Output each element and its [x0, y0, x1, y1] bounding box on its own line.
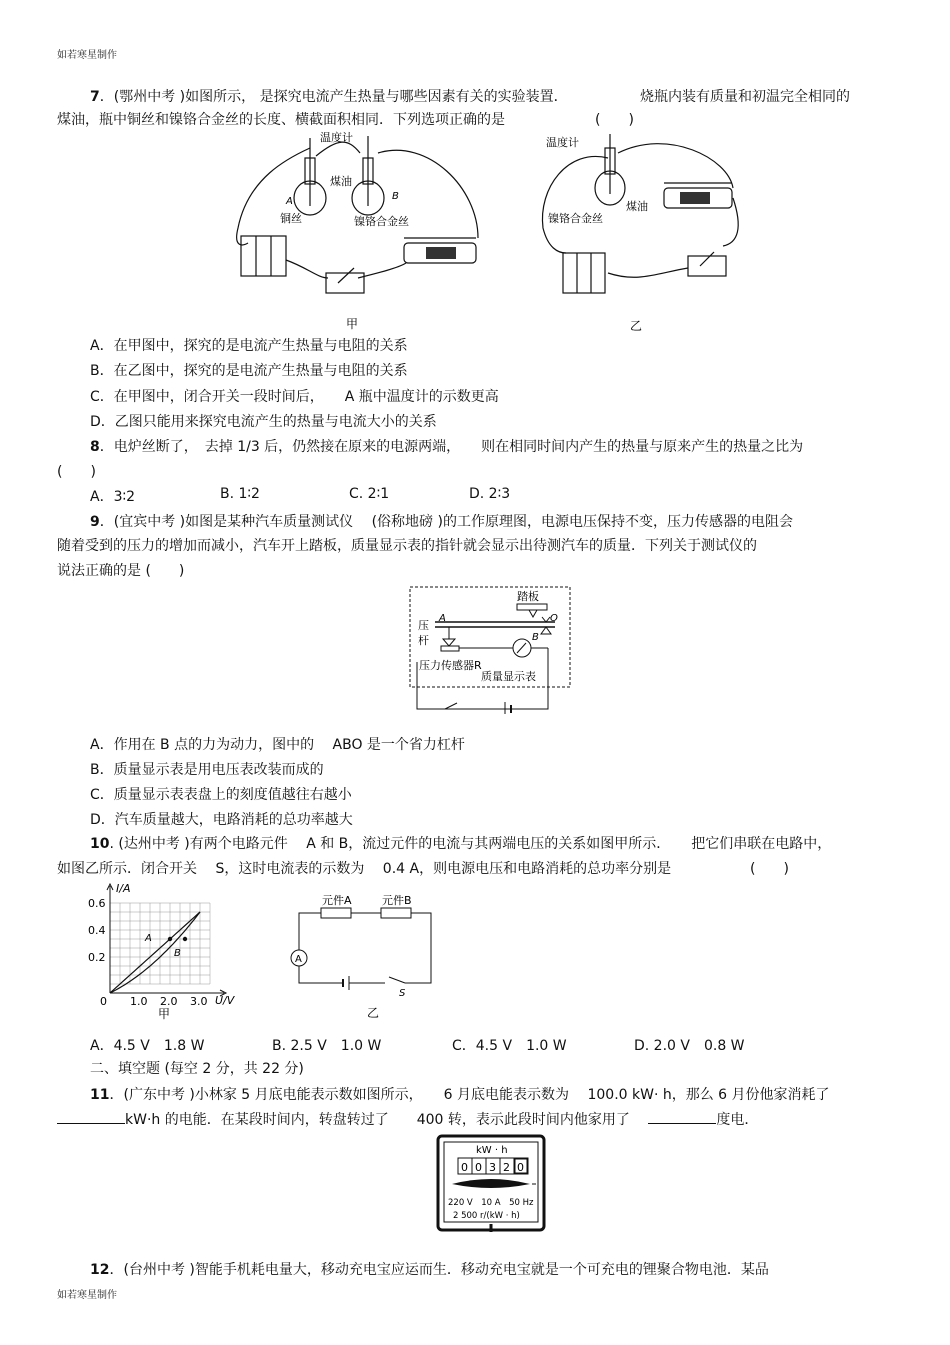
q11-line2: kW·h 的电能．在某段时间内，转盘转过了 400 转，表示此段时间内他家用了 度电． [57, 1109, 758, 1129]
q9-figure [405, 584, 575, 714]
label-a: A [286, 196, 293, 207]
graph-ylabel: I/A [116, 882, 131, 895]
label-nichrome-yi: 镍铬合金丝 [548, 212, 603, 225]
xtick-3.0: 3.0 [190, 995, 208, 1008]
q7-option-d: D．乙图只能用来探究电流产生的热量与电流大小的关系 [90, 414, 437, 430]
q10-paren: ( ) [750, 861, 789, 877]
q8-option-a: A．3∶2 [90, 489, 136, 505]
q12-number: 12 [90, 1262, 110, 1278]
q7-option-c: C．在甲图中，闭合开关一段时间后， A 瓶中温度计的示数更高 [90, 389, 499, 405]
ammeter-label: A [295, 954, 302, 965]
label-nichrome: 镍铬合金丝 [354, 215, 409, 228]
ytick-0.4: 0.4 [88, 924, 106, 937]
curve-b-label: B [174, 948, 181, 959]
q10-option-b: B. 2.5 V 1.0 W [272, 1038, 382, 1054]
curve-a [110, 912, 200, 993]
q10-option-c: C．4.5 V 1.0 W [452, 1038, 567, 1054]
q9-option-d: D．汽车质量越大，电路消耗的总功率越大 [90, 812, 353, 828]
point-a [168, 937, 172, 941]
q12-line1: 12．(台州中考 )智能手机耗电量大，移动充电宝应运而生．移动充电宝就是一个可充电的锂聚合物电池．某品 [90, 1262, 769, 1278]
element-b [381, 908, 411, 918]
q9-option-b: B．质量显示表是用电压表改装而成的 [90, 762, 324, 778]
q10-line2: 如图乙所示．闭合开关 S，这时电流表的示数为 0.4 A，则电源电压和电路消耗的总功率分别是 [57, 861, 672, 877]
element-b-label: 元件B [382, 894, 412, 907]
meter-digit-1: 0 [461, 1161, 468, 1174]
label-o: O [550, 613, 558, 624]
xtick-1.0: 1.0 [130, 995, 148, 1008]
label-pedal: 踏板 [517, 590, 539, 603]
element-a-label: 元件A [322, 894, 352, 907]
label-copper: 铜丝 [280, 212, 302, 225]
graph-xlabel: U/V [215, 994, 235, 1007]
q9-number: 9 [90, 514, 100, 530]
q8-option-d: D. 2∶3 [469, 486, 511, 502]
caption-jia: 甲 [346, 317, 359, 330]
q8-paren: ( ) [57, 464, 96, 480]
meter-digit-2: 0 [475, 1161, 482, 1174]
point-b [183, 937, 187, 941]
q10-option-a: A．4.5 V 1.8 W [90, 1038, 205, 1054]
q7-line1: 7．(鄂州中考 )如图所示， 是探究电流产生热量与哪些因素有关的实验装置． [90, 89, 568, 105]
q7-line1b: 烧瓶内装有质量和初温完全相同的 [640, 89, 850, 105]
q9-option-c: C．质量显示表表盘上的刻度值越往右越小 [90, 787, 352, 803]
label-kerosene-yi: 煤油 [626, 200, 648, 213]
label-b: B [392, 191, 399, 202]
q10-option-d: D. 2.0 V 0.8 W [634, 1038, 745, 1054]
meter-digit-4: 2 [503, 1161, 510, 1174]
meter-digit-5: 0 [517, 1161, 524, 1174]
q7-figure-yi [538, 128, 758, 334]
label-thermometer-yi: 温度计 [546, 136, 579, 149]
ytick-0.2: 0.2 [88, 951, 106, 964]
jia-wire-left [237, 148, 310, 245]
q7-number: 7 [90, 89, 100, 105]
q8-line1: 8．电炉丝断了， 去掉 1/3 后，仍然接在原来的电源两端， 则在相同时间内产生的热量与原来产生的热量之比为 [90, 439, 804, 455]
q7-option-a: A．在甲图中，探究的是电流产生热量与电阻的关系 [90, 338, 408, 354]
q11-blank-1[interactable] [57, 1111, 125, 1124]
curve-a-label: A [145, 933, 152, 944]
q10-line1: 10. (达州中考 )有两个电路元件 A 和 B，流过元件的电流与其两端电压的关系如图甲所示． 把它们串联在电路中， [90, 836, 832, 852]
label-rod-1: 压 [418, 619, 429, 632]
xtick-2.0: 2.0 [160, 995, 178, 1008]
q7-figure-jia [228, 128, 498, 330]
q10-circuit [285, 893, 445, 1023]
element-a [321, 908, 351, 918]
q7-option-b: B．在乙图中，探究的是电流产生热量与电阻的关系 [90, 363, 408, 379]
graph-origin: 0 [100, 995, 107, 1008]
q9-line3: 说法正确的是 ( ) [57, 563, 185, 579]
q8-number: 8 [90, 439, 100, 455]
meter-rev: 2 500 r/(kW · h) [453, 1211, 520, 1221]
q9-line2: 随着受到的压力的增加而减小，汽车开上踏板，质量显示表的指针就会显示出待测汽车的质量．下列关于测试仪的 [57, 538, 757, 554]
q11-number: 11 [90, 1087, 110, 1103]
graph-caption: 甲 [158, 1007, 171, 1020]
q7-paren: ( ) [595, 112, 634, 128]
meter-unit: kW · h [476, 1145, 508, 1156]
battery [241, 236, 286, 276]
ytick-0.6: 0.6 [88, 897, 106, 910]
label-b: B [532, 632, 539, 643]
q7-line2: 煤油，瓶中铜丝和镍铬合金丝的长度、横截面积相同．下列选项正确的是 [57, 112, 505, 128]
q11-energy-meter [436, 1134, 548, 1234]
meter-spec: 220 V 10 A 50 Hz [448, 1198, 534, 1208]
circuit-caption: 乙 [367, 1006, 380, 1020]
q9-line1: 9．(宜宾中考 )如图是某种汽车质量测试仪 (俗称地磅 )的工作原理图，电源电压保持不变，压力传感器的电阻会 [90, 514, 793, 530]
q10-number: 10 [90, 836, 110, 852]
label-kerosene: 煤油 [330, 175, 352, 188]
caption-yi: 乙 [630, 319, 643, 333]
label-rod-2: 杆 [418, 634, 429, 647]
q9-option-a: A．作用在 B 点的力为动力，图中的 ABO 是一个省力杠杆 [90, 737, 465, 753]
q11-blank-2[interactable] [648, 1111, 716, 1124]
jia-wire-mid [316, 142, 360, 156]
q11-line1: 11．(广东中考 )小林家 5 月底电能表示数如图所示， 6 月底电能表示数为 100.0 kW· h，那么 6 月份他家消耗了 [90, 1087, 830, 1103]
q8-option-b: B. 1∶2 [220, 486, 260, 502]
q10-graph [84, 880, 244, 1020]
meter-digit-3: 3 [489, 1161, 496, 1174]
label-thermometer: 温度计 [320, 131, 353, 144]
q8-option-c: C. 2∶1 [349, 486, 390, 502]
page-footer: 如若寒星制作 [57, 1290, 117, 1301]
label-a: A [439, 613, 446, 624]
switch-label: S [399, 988, 406, 999]
label-sensor: 压力传感器R [419, 659, 482, 672]
section-fill-blank-title: 二、填空题 (每空 2 分，共 22 分) [90, 1061, 304, 1077]
page-header: 如若寒星制作 [57, 50, 117, 61]
label-mass-meter: 质量显示表 [481, 670, 536, 683]
